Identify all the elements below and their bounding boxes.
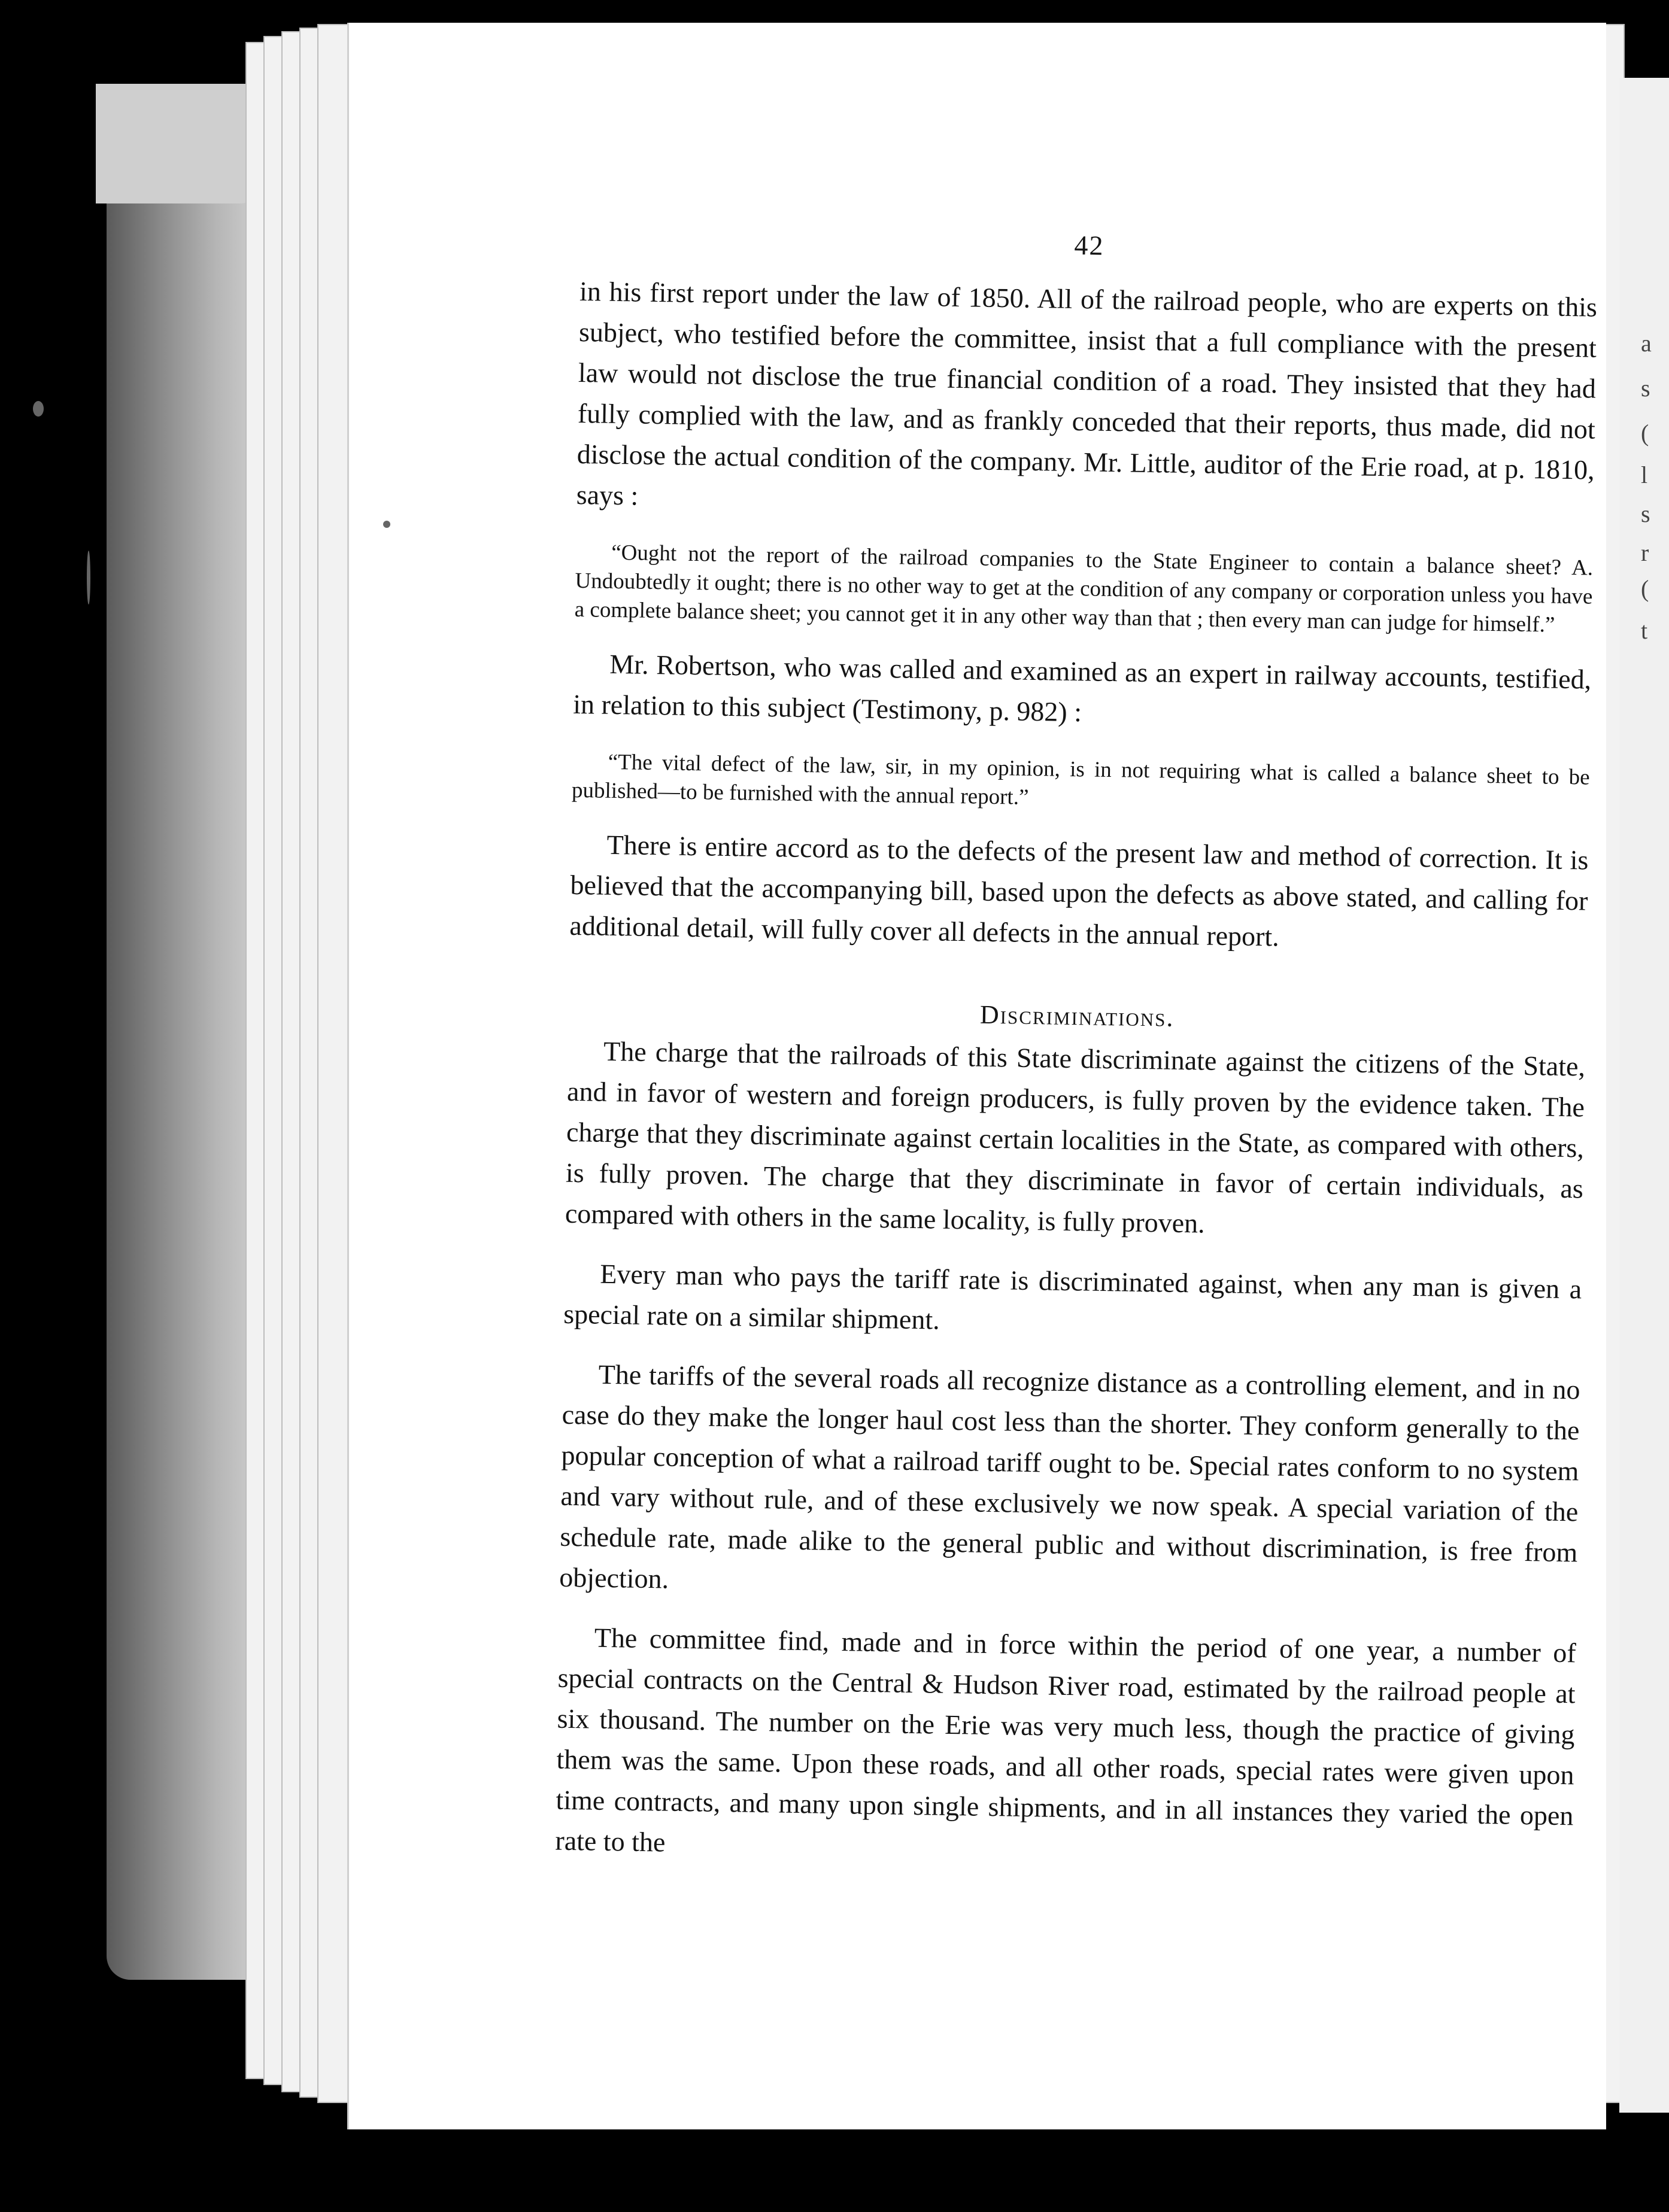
- scan-speck: [33, 401, 44, 417]
- next-page-fragment: (: [1641, 420, 1649, 446]
- next-page-fragment: l: [1641, 461, 1648, 488]
- block-quote: “Ought not the report of the railroad companies to the State Engineer to contain a balance sheet? A. Undoubtedly it ought; there is no other way to get at the condition of any company or corporation unless you have a complete balance sheet; you cannot get it in any other way than that ; then every man can judge for himself.”: [574, 540, 1594, 637]
- body-paragraph: The charge that the railroads of this State discriminate against the citizens of the State, and in favor of western and foreign producers, is fully proven by the evidence taken. The charge that they discriminate against certain localities in the State, as compared with others, is fully proven. The charge that they discriminate in favor of certain individuals, as compared with others in the same locality, is fully proven.: [565, 1035, 1586, 1239]
- body-paragraph: Every man who pays the tariff rate is discriminated against, when any man is given a special rate on a similar shipment.: [563, 1258, 1582, 1335]
- next-page-fragment: r: [1641, 539, 1649, 566]
- block-quote: “The vital defect of the law, sir, in my opinion, is in not requiring what is called a balance sheet to be published—to be furnished with the annual report.”: [571, 749, 1590, 810]
- next-page-fragment: s: [1641, 500, 1650, 527]
- page-content: [555, 221, 1598, 1877]
- next-page-fragment: s: [1641, 375, 1650, 402]
- scan-speck: [87, 551, 90, 604]
- next-page-fragment: (: [1641, 575, 1649, 602]
- body-paragraph: The tariffs of the several roads all recognize distance as a controlling element, and in no case do they make the longer haul cost less than the shorter. They conform generally to the popular conception of what a railroad tariff ought to be. Special rates conform to no system and vary without rule, and of these exclusively we now speak. A special variation of the schedule rate, made alike to the general public and without discrimination, is free from objection.: [559, 1359, 1580, 1594]
- body-paragraph: The committee find, made and in force within the period of one year, a number of special contracts on the Central & Hudson River road, estimated by the railroad people at six thousand. The number on the Erie was very much less, though the practice of giving them was the same. Upon these roads, and all other roads, special rates were given upon time contracts, and many upon single shipments, and in all instances they varied the open rate to the: [555, 1622, 1577, 1858]
- book-binding-shadow: [107, 107, 262, 1980]
- next-page-fragment: t: [1641, 617, 1648, 644]
- scan-speck: [383, 521, 390, 528]
- body-paragraph: Mr. Robertson, who was called and examined as an expert in railway accounts, testified, in relation to this subject (Testimony, p. 982) :: [572, 648, 1592, 728]
- section-heading: Discriminations.: [979, 999, 1175, 1032]
- next-page-fragment: a: [1641, 330, 1652, 357]
- body-paragraph: There is entire accord as to the defects of the present law and method of correction. It is believed that the accompanying bill, based upon the defects as above stated, and calling for additional detail, will fully cover all defects in the annual report.: [569, 829, 1589, 952]
- page-number: 42: [1074, 229, 1104, 261]
- next-page-sliver: [1619, 78, 1669, 2113]
- body-paragraph: in his first report under the law of 1850. All of the railroad people, who are experts on this subject, who testified before the committee, insist that a full compliance with the present law would not disclose the true financial condition of a road. They insisted that they had fully complied with the law, and as frankly conceded that their reports, thus made, did not disclose the actual condition of the company. Mr. Little, auditor of the Erie road, at p. 1810, says :: [576, 275, 1598, 511]
